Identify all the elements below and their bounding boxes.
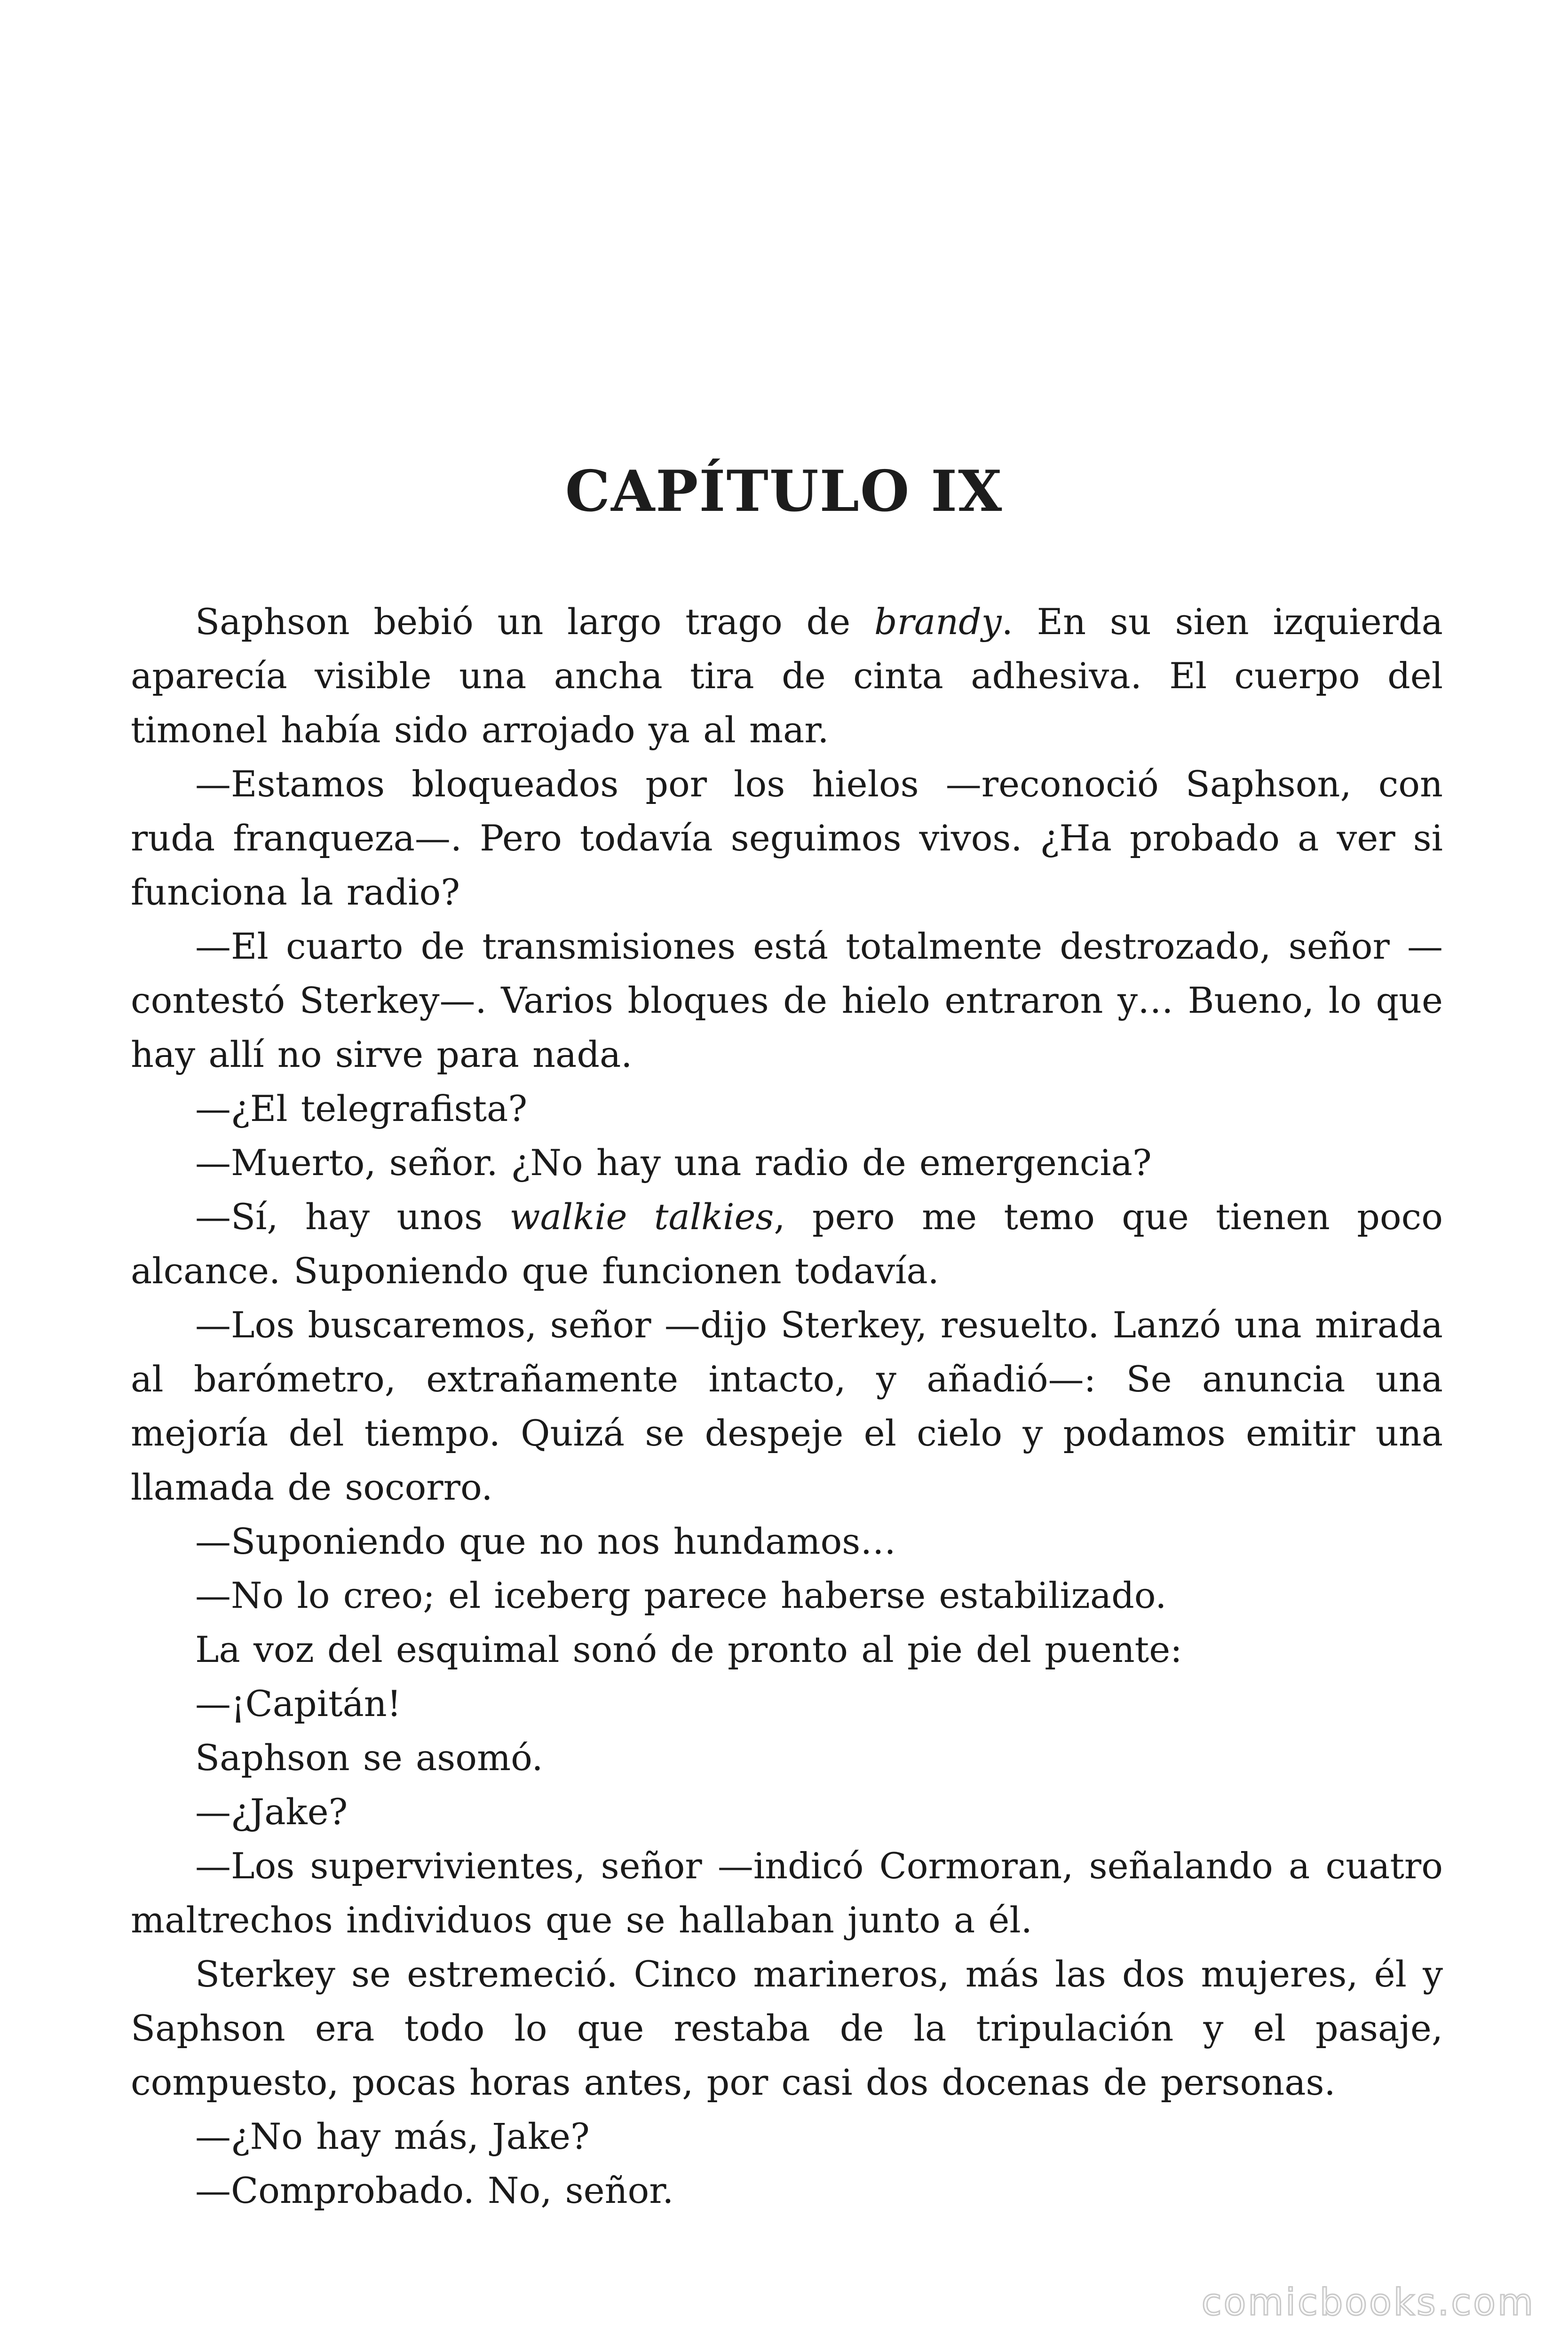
- paragraph: —Muerto, señor. ¿No hay una radio de emergencia?: [195, 1142, 1152, 1184]
- watermark: comicbooks.com: [1201, 2281, 1535, 2324]
- paragraph-text: , pero me temo que tienen poco alcance. Suponiendo que funcionen todavía.: [131, 1196, 1443, 1292]
- paragraph-text: Saphson bebió un largo trago de: [195, 601, 874, 643]
- paragraph: [131, 1190, 1443, 1298]
- paragraph: [131, 595, 1443, 757]
- chapter-title: CAPÍTULO IX: [565, 458, 1003, 524]
- paragraph: Sterkey se estremeció. Cinco marineros, más las dos mujeres, él y Saphson era todo lo que restaba de la tripulación y el pasaje, compuesto, pocas horas antes, por casi dos docenas de personas.: [131, 1953, 1443, 2103]
- paragraph: —¿No hay más, Jake?: [195, 2115, 590, 2157]
- paragraph: La voz del esquimal sonó de pronto al pie del puente:: [195, 1629, 1182, 1670]
- paragraph: —Los buscaremos, señor —dijo Sterkey, resuelto. Lanzó una mirada al barómetro, extrañamente intacto, y añadió—: Se anuncia una mejoría del tiempo. Quizá se despeje el cielo y podamos emitir una llamada de socorro.: [131, 1304, 1443, 1508]
- emphasized-word: brandy: [874, 601, 1002, 643]
- emphasized-word: walkie talkies: [509, 1196, 774, 1238]
- paragraph: —No lo creo; el iceberg parece haberse estabilizado.: [195, 1574, 1167, 1616]
- paragraph: —Comprobado. No, señor.: [195, 2169, 674, 2211]
- paragraph-text: —Sí, hay unos: [195, 1196, 510, 1238]
- paragraph: —¿El telegrafista?: [195, 1088, 528, 1129]
- paragraph: —Los supervivientes, señor —indicó Cormoran, señalando a cuatro maltrechos individuos que se hallaban junto a él.: [131, 1845, 1443, 1941]
- paragraph-text: . En su sien izquierda aparecía visible una ancha tira de cinta adhesiva. El cuerpo del timonel había sido arrojado ya al mar.: [131, 601, 1443, 751]
- paragraph: —Suponiendo que no nos hundamos…: [195, 1520, 896, 1562]
- paragraph: —¡Capitán!: [195, 1683, 402, 1724]
- paragraph: —El cuarto de transmisiones está totalmente destrozado, señor —contestó Sterkey—. Varios bloques de hielo entraron y… Bueno, lo que hay allí no sirve para nada.: [131, 925, 1443, 1075]
- paragraph: —Estamos bloqueados por los hielos —reconoció Saphson, con ruda franqueza—. Pero todavía seguimos vivos. ¿Ha probado a ver si funciona la radio?: [131, 763, 1443, 913]
- paragraph: —¿Jake?: [195, 1791, 348, 1833]
- paragraph: Saphson se asomó.: [195, 1737, 543, 1779]
- chapter-body: [131, 595, 1443, 2217]
